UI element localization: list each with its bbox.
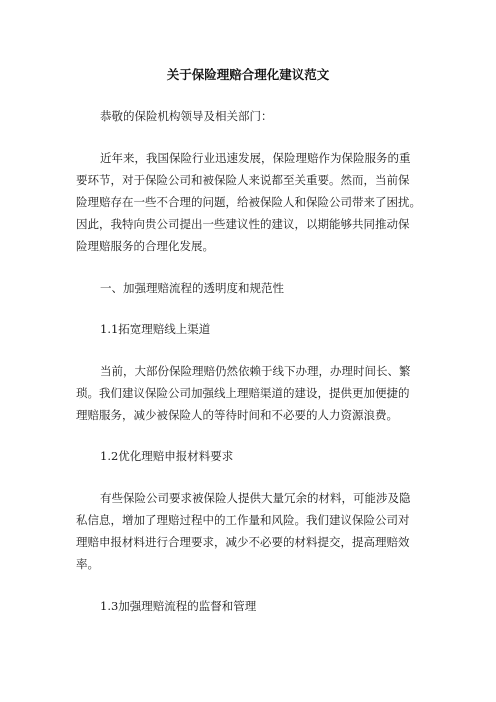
salutation: 恭敬的保险机构领导及相关部门： [100,109,273,123]
subsection-1-2-line-3: 理赔申报材料进行合理要求，减少不必要的材料提交，提高理赔效 [76,535,410,549]
document-title: 关于保险理赔合理化建议范文 [166,67,330,82]
subsection-1-2-heading: 1.2优化理赔申报材料要求 [100,449,234,463]
subsection-1-2-line-2: 私信息，增加了理赔过程中的工作量和风险。我们建议保险公司对 [76,513,410,527]
intro-line-2: 要环节，对于保险公司和被保险人来说都至关重要。然而，当前保 [76,173,410,187]
intro-line-1: 近年来，我国保险行业迅速发展，保险理赔作为保险服务的重 [100,151,411,165]
intro-line-3: 险理赔存在一些不合理的问题，给被保险人和保险公司带来了困扰。 [76,195,421,209]
section-1-heading: 一、加强理赔流程的透明度和规范性 [100,281,284,295]
subsection-1-1-line-3: 理赔服务，减少被保险人的等待时间和不必要的人力资源浪费。 [76,408,398,422]
subsection-1-1-line-1: 当前，大部份保险理赔仍然依赖于线下办理，办理时间长、繁 [100,364,411,378]
intro-line-4: 因此，我特向贵公司提出一些建议性的建议，以期能够共同推动保 [76,217,410,231]
subsection-1-1-line-2: 琐。我们建议保险公司加强线上理赔渠道的建设，提供更加便捷的 [76,386,410,400]
intro-line-5: 险理赔服务的合理化发展。 [76,239,214,253]
subsection-1-1-heading: 1.1拓宽理赔线上渠道 [100,322,211,336]
subsection-1-2-line-1: 有些保险公司要求被保险人提供大量冗余的材料，可能涉及隐 [100,491,411,505]
subsection-1-3-heading: 1.3加强理赔流程的监督和管理 [100,599,257,613]
subsection-1-2-line-4: 率。 [76,557,99,571]
